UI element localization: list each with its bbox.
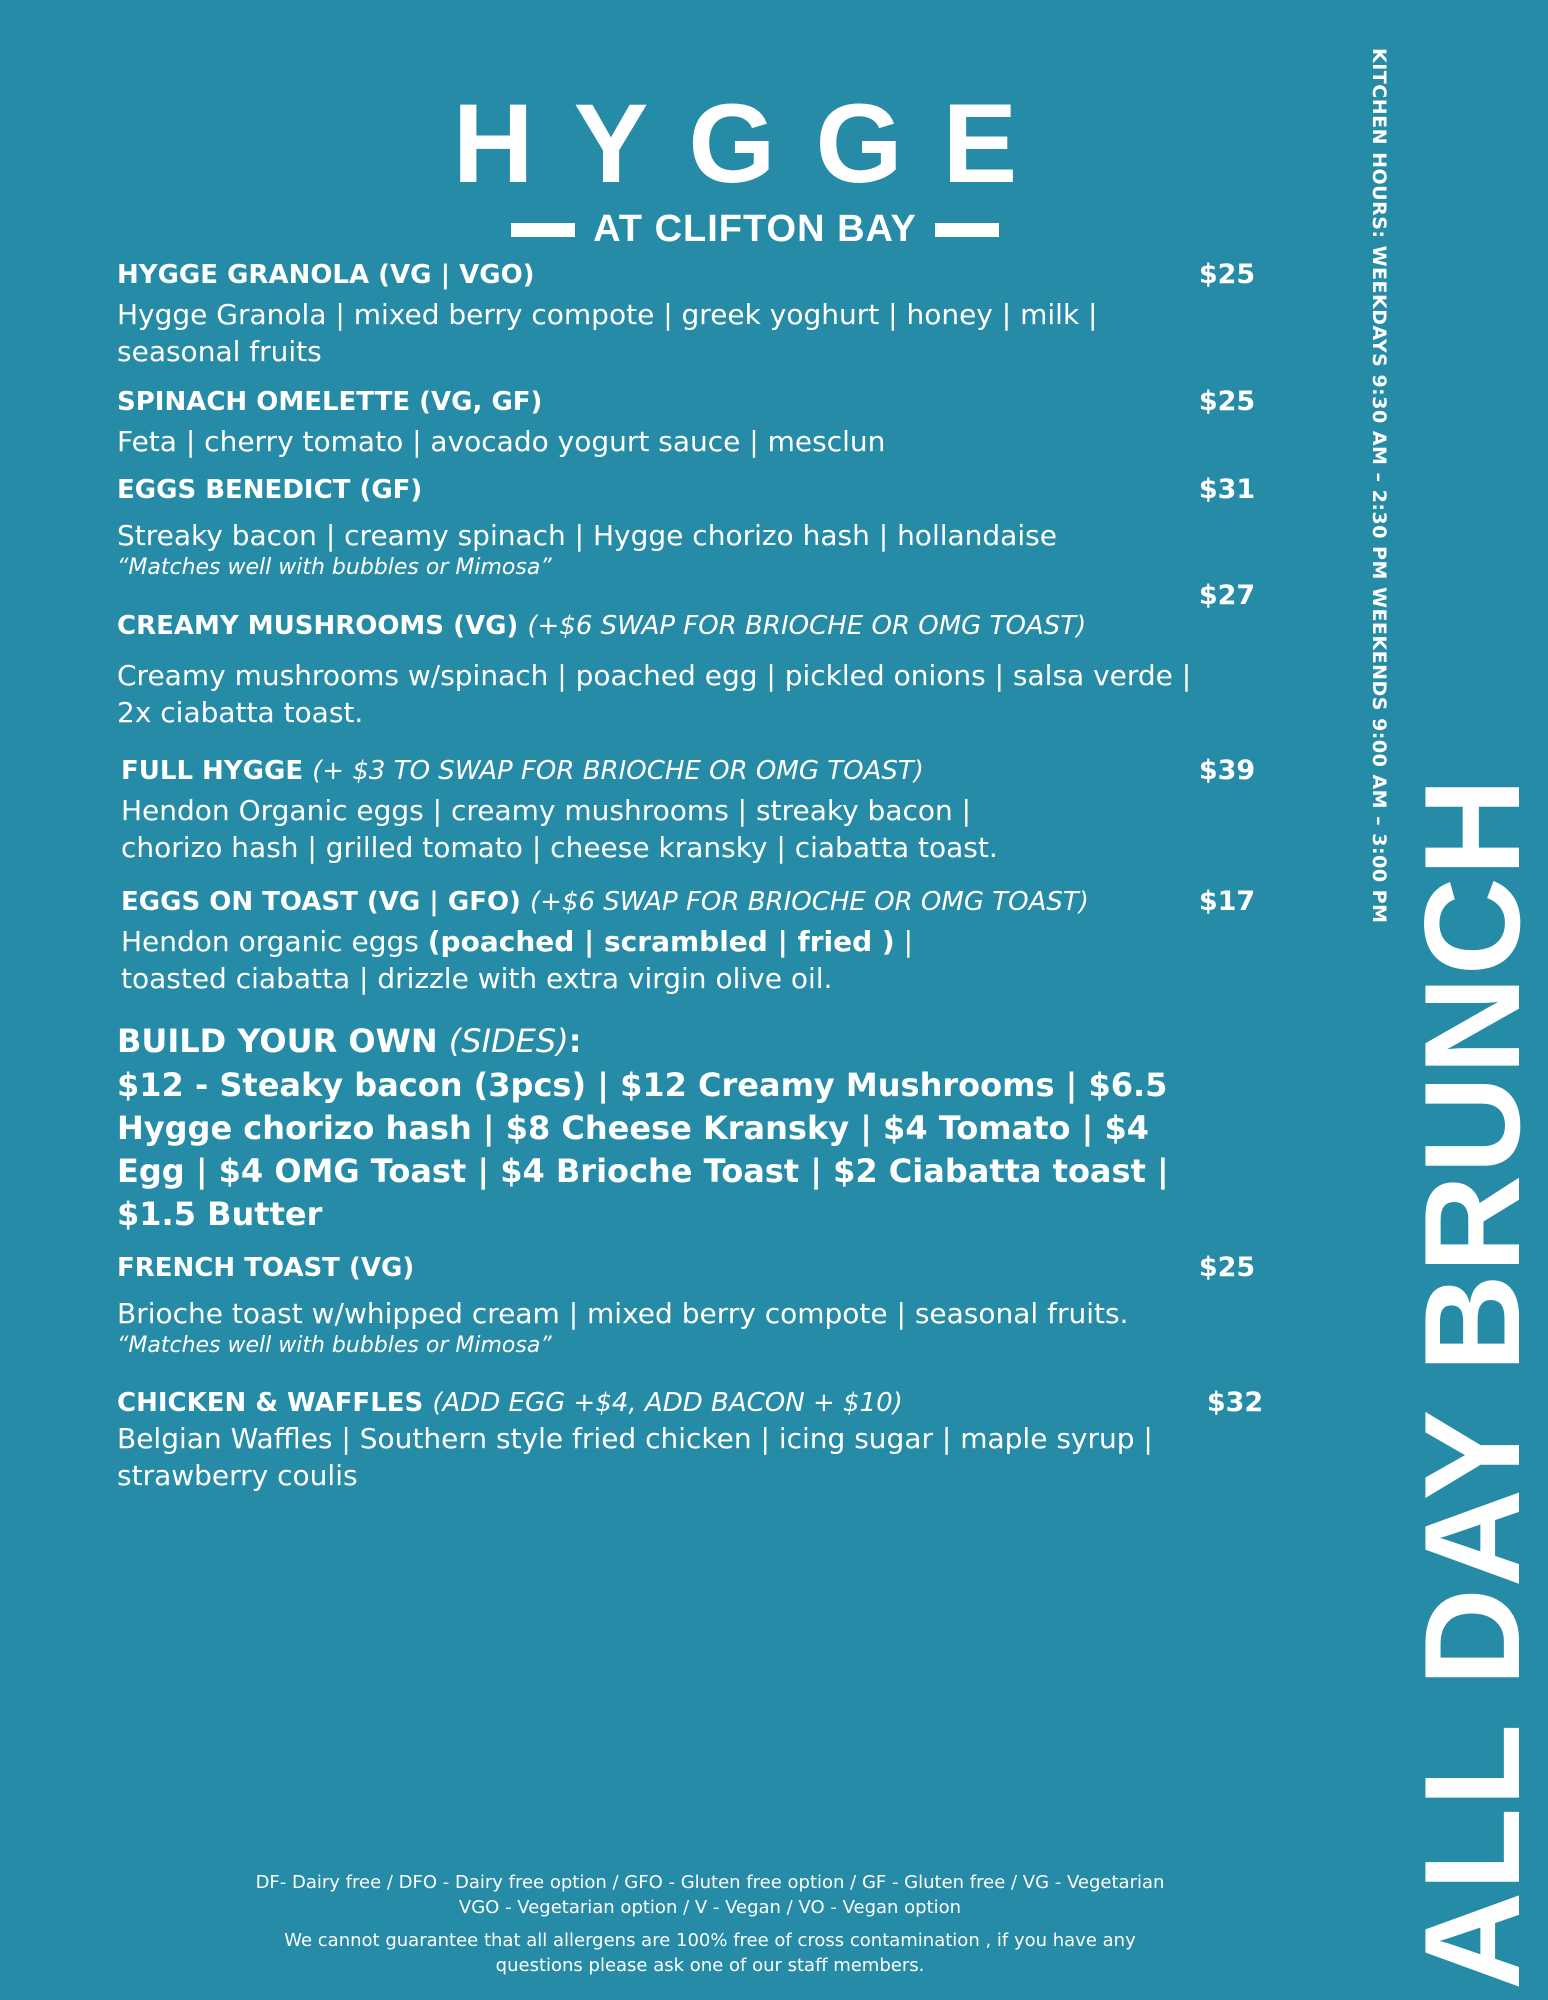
item-name: EGGS ON TOAST (VG | GFO): [121, 887, 521, 917]
item-description: Hendon Organic eggs | creamy mushrooms | streaky bacon | chorizo hash | grilled tomato | cheese kransky | ciabatta toast.: [121, 794, 998, 864]
allergen-footer: [200, 1870, 1220, 1978]
brand-logo: [0, 81, 1510, 251]
byo-heading: BUILD YOUR OWN: [117, 1022, 438, 1060]
menu-item-eggs-on-toast: [121, 885, 1291, 997]
item-name: EGGS BENEDICT (GF): [117, 475, 423, 505]
item-pairing: “Matches well with bubbles or Mimosa”: [117, 1333, 552, 1358]
item-description-end: | toasted ciabatta | drizzle with extra virgin olive oil.: [121, 925, 914, 995]
item-description: Hygge Granola | mixed berry compote | greek yoghurt | honey | milk | seasonal fruits: [117, 298, 1098, 368]
item-price: $25: [1198, 1252, 1256, 1283]
item-description: Creamy mushrooms w/spinach | poached egg | pickled onions | salsa verde | 2x ciabatta toast.: [117, 659, 1192, 729]
item-note: (ADD EGG +$4, ADD BACON + $10): [432, 1388, 903, 1418]
allergen-disclaimer-line-1: We cannot guarantee that all allergens are 100% free of cross contamination , if you have any: [284, 1930, 1136, 1951]
byo-colon: :: [568, 1022, 582, 1060]
item-description: Streaky bacon | creamy spinach | Hygge chorizo hash | hollandaise: [117, 519, 1057, 552]
item-name: FRENCH TOAST (VG): [117, 1253, 415, 1283]
item-pairing: “Matches well with bubbles or Mimosa”: [117, 555, 552, 580]
dietary-legend-line-1: DF- Dairy free / DFO - Dairy free option / GFO - Gluten free option / GF - Gluten free / VG - Vegetarian: [255, 1872, 1165, 1893]
logo-bar-right: [935, 223, 999, 237]
build-your-own-title: [117, 1018, 1197, 1064]
item-price: $31: [1198, 474, 1256, 505]
item-name: CHICKEN & WAFFLES: [117, 1388, 424, 1418]
menu-section-title: ALL DAY BRUNCH: [1396, 777, 1548, 1990]
item-description: [121, 923, 921, 997]
menu-item-french-toast: [117, 1251, 1287, 1360]
item-description: Feta | cherry tomato | avocado yogurt sauce | mesclun: [117, 425, 886, 458]
item-description-start: Hendon organic eggs: [121, 925, 428, 958]
menu-item-granola: [117, 258, 1287, 370]
logo-bar-left: [511, 223, 575, 237]
item-title-row: [117, 609, 1197, 643]
item-price: $25: [1198, 259, 1256, 290]
sides-price-list: $12 - Steaky bacon (3pcs) | $12 Creamy Mushrooms | $6.5 Hygge chorizo hash | $8 Cheese Kransky | $4 Tomato | $4 Egg | $4 OMG Toast | $4 Brioche Toast | $2 Ciabatta toast | $1.5 Butter: [117, 1066, 1169, 1233]
egg-style-options: (poached | scrambled | fried ): [427, 925, 895, 958]
dietary-legend-line-2: VGO - Vegetarian option / V - Vegan / VO - Vegan option: [458, 1897, 962, 1918]
item-description: Brioche toast w/whipped cream | mixed berry compote | seasonal fruits.: [117, 1297, 1129, 1330]
allergen-disclaimer-line-2: questions please ask one of our staff members.: [495, 1955, 925, 1976]
item-name: FULL HYGGE: [121, 756, 304, 786]
item-name: HYGGE GRANOLA (VG | VGO): [117, 260, 535, 290]
item-price: $32: [1206, 1387, 1264, 1418]
menu-item-benedict: [117, 473, 1287, 582]
brand-location-row: [0, 208, 1510, 251]
menu-item-full-hygge: [121, 754, 1291, 866]
item-title-row: [117, 1386, 1197, 1420]
item-price: $39: [1198, 755, 1256, 786]
menu-item-chicken-waffles: [117, 1386, 1287, 1494]
item-title-row: [121, 754, 1201, 788]
brand-location: AT CLIFTON BAY: [593, 208, 917, 250]
brand-name: HYGGE: [452, 81, 1058, 206]
byo-subheading: (SIDES): [448, 1022, 569, 1060]
item-name: CREAMY MUSHROOMS (VG): [117, 611, 519, 641]
item-note: (+$6 SWAP FOR BRIOCHE OR OMG TOAST): [530, 887, 1089, 917]
menu-item-omelette: [117, 385, 1287, 460]
item-note: (+$6 SWAP FOR BRIOCHE OR OMG TOAST): [527, 611, 1087, 641]
item-price: $17: [1198, 886, 1256, 917]
item-title-row: [121, 885, 1201, 919]
item-price: $25: [1198, 386, 1256, 417]
item-name: SPINACH OMELETTE (VG, GF): [117, 387, 543, 417]
item-price: $27: [1198, 580, 1256, 611]
menu-item-mushrooms: [117, 580, 1287, 731]
item-description: Belgian Waffles | Southern style fried chicken | icing sugar | maple syrup | strawberry coulis: [117, 1422, 1153, 1492]
build-your-own-section: [117, 1018, 1197, 1236]
kitchen-hours: KITCHEN HOURS: WEEKDAYS 9:30 AM – 2:30 PM WEEKENDS 9:00 AM – 3:00 PM: [1368, 48, 1390, 924]
item-note: (+ $3 TO SWAP FOR BRIOCHE OR OMG TOAST): [312, 756, 924, 786]
